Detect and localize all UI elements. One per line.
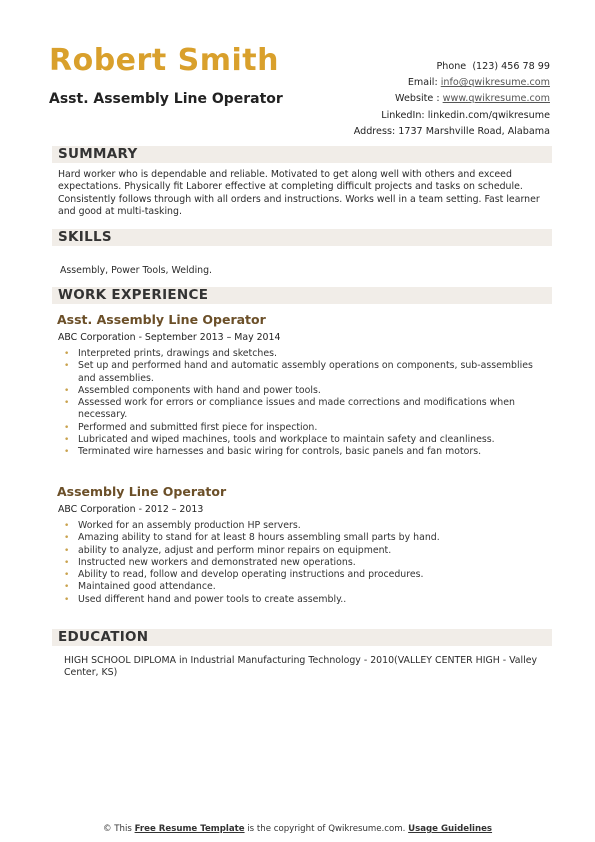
contact-block xyxy=(354,59,550,140)
job-1-subtitle: ABC Corporation - September 2013 – May 2014 xyxy=(58,332,281,343)
list-item xyxy=(64,446,544,458)
bullet-text: Set up and performed hand and automatic assembly operations on components, sub-assemblies and assemblies. xyxy=(78,360,533,384)
bullet-icon: • xyxy=(64,349,70,359)
bullet-text: Used different hand and power tools to create assembly.. xyxy=(78,593,347,605)
bullet-text: Lubricated and wiped machines, tools and workplace to maintain safety and cleanliness. xyxy=(78,434,495,446)
list-item xyxy=(64,360,544,385)
list-item xyxy=(64,545,544,557)
candidate-role: Asst. Assembly Line Operator xyxy=(49,91,283,107)
experience-heading: WORK EXPERIENCE xyxy=(58,287,209,303)
list-item xyxy=(64,532,544,544)
linkedin-value: linkedin.com/qwikresume xyxy=(427,109,550,121)
list-item xyxy=(64,594,544,606)
education-section-bar xyxy=(52,629,552,646)
bullet-text: Worked for an assembly production HP servers. xyxy=(78,520,301,531)
bullet-icon: • xyxy=(64,435,70,446)
bullet-icon: • xyxy=(64,447,70,458)
list-item xyxy=(64,581,544,593)
email-link[interactable]: info@qwikresume.com xyxy=(440,77,550,89)
list-item xyxy=(64,569,544,581)
footer xyxy=(0,824,595,834)
contact-address xyxy=(354,124,550,140)
footer-prefix: © This xyxy=(102,824,132,834)
list-item xyxy=(64,397,544,422)
experience-section-bar xyxy=(52,287,552,304)
bullet-text: Interpreted prints, drawings and sketches. xyxy=(78,348,277,359)
skills-section-bar xyxy=(52,229,552,246)
usage-guidelines-link[interactable]: Usage Guidelines xyxy=(408,824,493,834)
job-1-title: Asst. Assembly Line Operator xyxy=(57,312,266,327)
skills-heading: SKILLS xyxy=(58,229,112,245)
bullet-icon: • xyxy=(64,570,70,581)
job-2-title: Assembly Line Operator xyxy=(57,484,227,499)
bullet-icon: • xyxy=(64,557,70,568)
list-item xyxy=(64,520,544,532)
bullet-icon: • xyxy=(64,582,70,593)
bullet-icon: • xyxy=(64,385,70,396)
address-label: Address: xyxy=(353,125,396,137)
list-item xyxy=(64,422,544,434)
summary-heading: SUMMARY xyxy=(58,146,138,162)
list-item xyxy=(64,557,544,569)
bullet-text: Assessed work for errors or compliance issues and made corrections and modifications when necessary. xyxy=(78,397,515,421)
bullet-icon: • xyxy=(64,521,70,531)
bullet-text: Ability to read, follow and develop operating instructions and procedures. xyxy=(78,569,424,581)
bullet-text: ability to analyze, adjust and perform minor repairs on equipment. xyxy=(78,544,392,556)
list-item xyxy=(64,348,544,360)
job-2-subtitle: ABC Corporation - 2012 – 2013 xyxy=(58,504,204,515)
contact-linkedin xyxy=(354,108,550,124)
list-item xyxy=(64,385,544,397)
job-1-bullets xyxy=(64,348,544,459)
address-value: 1737 Marshville Road, Alabama xyxy=(398,125,550,137)
education-heading: EDUCATION xyxy=(58,629,149,645)
bullet-icon: • xyxy=(64,398,70,409)
website-label: Website : xyxy=(395,93,440,105)
bullet-icon: • xyxy=(64,361,70,372)
bullet-icon: • xyxy=(64,594,70,605)
bullet-text: Instructed new workers and demonstrated new operations. xyxy=(78,556,356,568)
bullet-icon: • xyxy=(64,545,70,556)
contact-phone xyxy=(354,59,550,75)
email-label: Email: xyxy=(407,77,438,89)
candidate-name: Robert Smith xyxy=(49,43,279,78)
bullet-text: Terminated wire harnesses and basic wiring for controls, basic panels and fan motors. xyxy=(78,446,482,458)
footer-middle: is the copyright of Qwikresume.com. xyxy=(247,824,406,834)
phone-value: (123) 456 78 99 xyxy=(472,61,550,72)
contact-email xyxy=(354,75,550,91)
summary-text: Hard worker who is dependable and reliable. Motivated to get along well with others and exceed expectations. Physically fit Laborer effective at completing difficult projects and tasks on schedule. Consistently follows through with all orders and instructions. Works well in a team setting. Fast learner and good at multi-tasking. xyxy=(58,169,540,218)
bullet-text: Amazing ability to stand for at least 8 hours assembling small parts by hand. xyxy=(78,532,440,544)
website-link[interactable]: www.qwikresume.com xyxy=(442,93,550,105)
skills-text: Assembly, Power Tools, Welding. xyxy=(60,265,213,276)
education-text: HIGH SCHOOL DIPLOMA in Industrial Manufacturing Technology - 2010(VALLEY CENTER HIGH - Valley Center, KS) xyxy=(64,655,538,679)
bullet-icon: • xyxy=(64,422,70,433)
bullet-text: Performed and submitted first piece for inspection. xyxy=(78,421,318,433)
linkedin-label: LinkedIn: xyxy=(381,109,425,121)
contact-website xyxy=(354,91,550,107)
bullet-text: Assembled components with hand and power tools. xyxy=(78,384,321,396)
bullet-icon: • xyxy=(64,533,70,544)
job-2-bullets xyxy=(64,520,544,606)
bullet-text: Maintained good attendance. xyxy=(78,581,216,593)
phone-label: Phone xyxy=(436,61,467,72)
free-resume-template-link[interactable]: Free Resume Template xyxy=(134,824,245,834)
list-item xyxy=(64,434,544,446)
summary-section-bar xyxy=(52,146,552,163)
